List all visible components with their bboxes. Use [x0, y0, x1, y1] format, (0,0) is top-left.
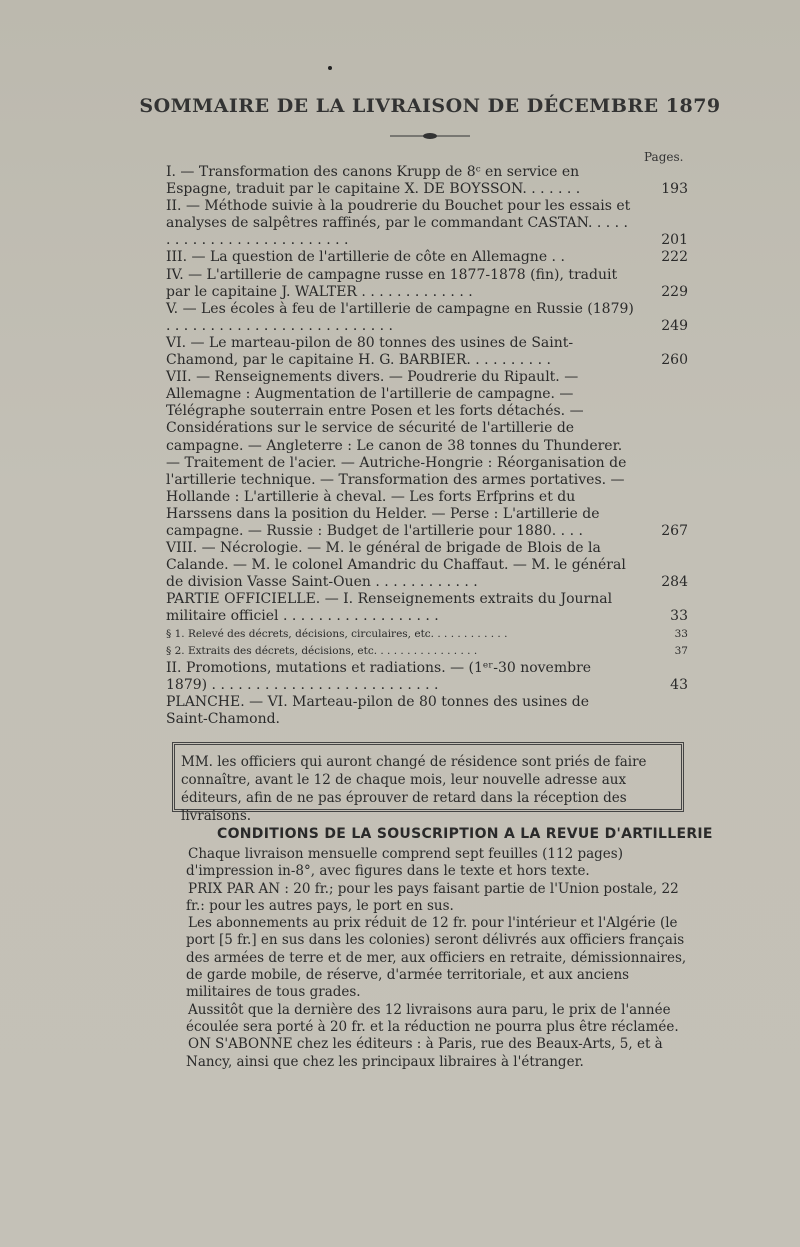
conditions-paragraph: Aussitôt que la dernière des 12 livraisons aura paru, le prix de l'année écoulée sera porté à 20 fr. et la réduction ne pourra plus être réclamée. [186, 1001, 679, 1035]
toc-entry-page: 193 [661, 181, 688, 198]
conditions-paragraph: Les abonnements au prix réduit de 12 fr. pour l'intérieur et l'Algérie (le port [5 fr.] en sus dans les colonies) seront délivrés aux officiers français des armées de terre et de mer, aux officiers en retraite, démissionnaires, de garde mobile, de réserve, d'armée territoriale, et aux anciens militaires de tous grades. [186, 915, 687, 1001]
conditions-paragraph: ON S'ABONNE chez les éditeurs : à Paris, rue des Beaux-Arts, 5, et à Nancy, ainsi que chez les principaux libraires à l'étranger. [186, 1036, 663, 1070]
toc-entry-text: PARTIE OFFICIELLE. — I. Renseignements extraits du Journal militaire officiel . . . . . . . . . . . . . . . . . . [166, 591, 613, 625]
toc-entry-text: VI. — Le marteau-pilon de 80 tonnes des usines de Saint-Chamond, par le capitaine H. G. BARBIER. . . . . . . . . . [166, 334, 574, 369]
pages-column-label: Pages. [644, 150, 684, 164]
toc-entry-page: 222 [661, 249, 688, 266]
toc-entry-text: VIII. — Nécrologie. — M. le général de brigade de Blois de la Calande. — M. le colonel Amandric du Chaffaut. — M. le général de division Vasse Saint-Ouen . . . . . . . . . . . . [166, 540, 626, 591]
toc-entry-page: 37 [674, 644, 688, 657]
toc-entry [166, 301, 692, 335]
toc-entry-text: II. Promotions, mutations et radiations. — (1ᵉʳ-30 novembre 1879) . . . . . . . . . . . . . . . . . . . . . . . . . . [166, 659, 592, 693]
toc-entry [166, 198, 692, 249]
toc-entry-text: V. — Les écoles à feu de l'artillerie de campagne en Russie (1879) . . . . . . . . . . . . . . . . . . . . . . . . . . [166, 300, 634, 334]
toc-entry-text: VII. — Renseignements divers. — Poudrerie du Ripault. — Allemagne : Augmentation de l'artillerie de campagne. — Télégraphe souterrain entre Posen et les forts détachés. — Considérations sur le service de sécurité de l'artillerie de campagne. — Angleterre : Le canon de 38 tonnes du Thunderer. — Traitement de l'acier. — Autriche-Hongrie : Réorganisation de l'artillerie technique. — Transformation des armes portatives. — Hollande : L'artillerie à cheval. — Les forts Erfprins et du Harssens dans la position du Helder. — Perse : L'artillerie de campagne. — Russie : Budget de l'artillerie pour 1880. . . . [166, 369, 627, 539]
toc-entry [166, 540, 692, 591]
toc-entry [166, 335, 692, 369]
page-title: SOMMAIRE DE LA LIVRAISON DE DÉCEMBRE 1879 [139, 95, 721, 117]
toc-entry-text: § 2. Extraits des décrets, décisions, etc. . . . . . . . . . . . . . . . [166, 644, 478, 657]
toc-entry-page: 33 [674, 627, 688, 640]
toc-entry-text: II. — Méthode suivie à la poudrerie du Bouchet pour les essais et analyses de salpêtres raffinés, par le commandant CASTAN. . . . . . . . . . . . . . . . . . . . . . . . . . [166, 198, 631, 249]
toc-entry-page: 229 [661, 283, 688, 300]
subscriber-notice-box: MM. les officiers qui auront changé de résidence sont priés de faire connaître, avant le 12 de chaque mois, leur nouvelle adresse aux éditeurs, afin de ne pas éprouver de retard dans la réception des livraisons. [172, 742, 684, 812]
ink-speck [328, 66, 332, 70]
toc-entry-page: 260 [661, 352, 688, 369]
toc-entry [166, 164, 692, 198]
toc-entry [166, 660, 692, 694]
conditions-heading: CONDITIONS DE LA SOUSCRIPTION A LA REVUE D'ARTILLERIE [217, 826, 713, 842]
toc-entry-text: I. — Transformation des canons Krupp de 8ᶜ en service en Espagne, traduit par le capitaine X. DE BOYSSON. . . . . . . [166, 164, 581, 198]
toc-entry-page: 201 [661, 232, 688, 249]
toc-entry-page: 249 [661, 317, 688, 334]
conditions-paragraph: PRIX PAR AN : 20 fr.; pour les pays faisant partie de l'Union postale, 22 fr.: pour les autres pays, le port en sus. [186, 880, 679, 914]
toc-entry-page: 33 [670, 608, 688, 625]
toc-entry-text: PLANCHE. — VI. Marteau-pilon de 80 tonnes des usines de Saint-Chamond. [166, 693, 590, 727]
toc-entry [166, 369, 692, 540]
toc-entry [166, 249, 692, 266]
toc-entry-text: III. — La question de l'artillerie de côte en Allemagne . . [166, 249, 565, 266]
table-of-contents [166, 164, 692, 728]
toc-entry-page: 267 [661, 522, 688, 539]
toc-entry [166, 591, 692, 625]
conditions-text [186, 846, 696, 1071]
conditions-paragraph: Chaque livraison mensuelle comprend sept feuilles (112 pages) d'impression in-8°, avec figures dans le texte et hors texte. [186, 846, 623, 880]
toc-entry [166, 626, 692, 643]
toc-entry [166, 643, 692, 660]
toc-entry-text: IV. — L'artillerie de campagne russe en 1877-1878 (fin), traduit par le capitaine J. WALTER . . . . . . . . . . . . . [166, 266, 618, 300]
toc-entry-page: 284 [661, 574, 688, 591]
toc-entry [166, 267, 692, 301]
toc-entry-page: 43 [670, 676, 688, 693]
toc-entry-text: § 1. Relevé des décrets, décisions, circulaires, etc. . . . . . . . . . . . [166, 627, 508, 640]
ornament-rule [390, 131, 470, 141]
toc-entry [166, 694, 692, 728]
